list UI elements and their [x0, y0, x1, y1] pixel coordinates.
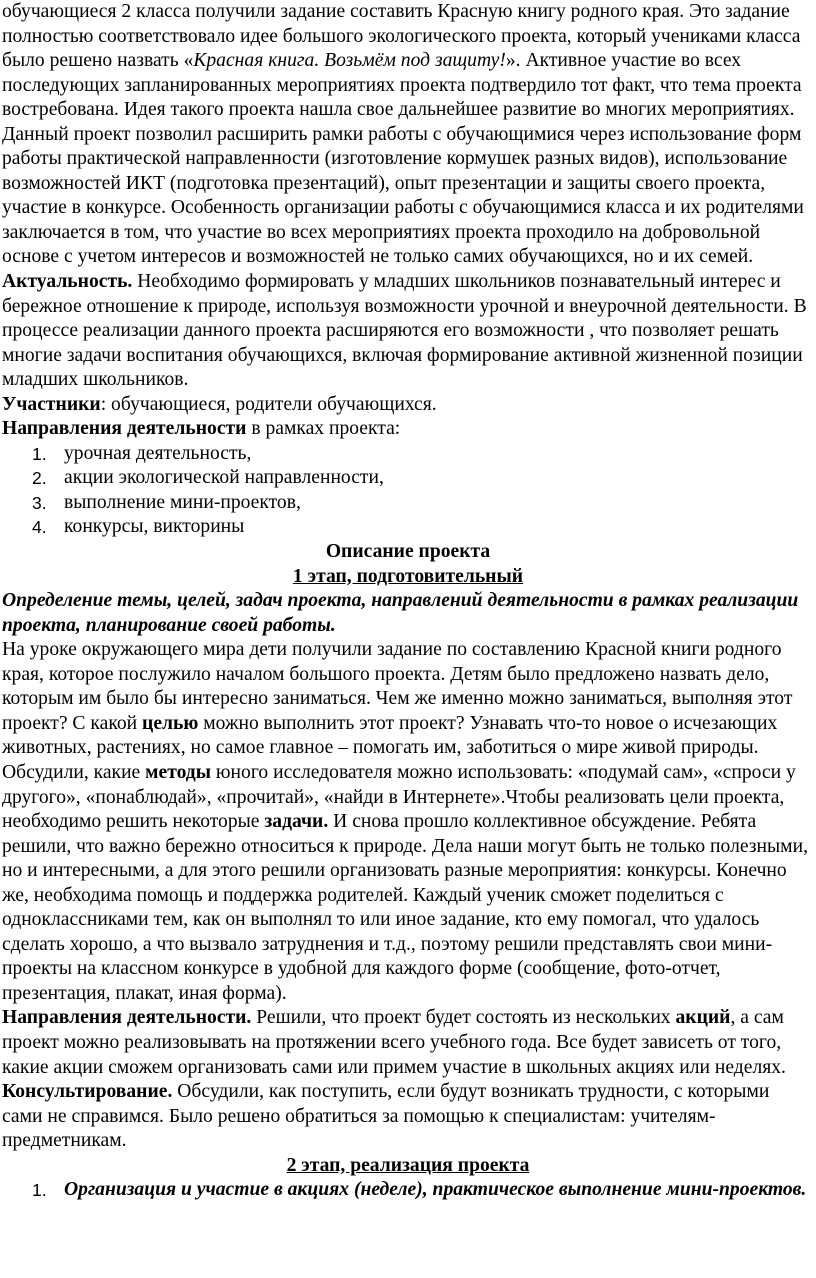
list-item-text: выполнение мини-проектов,: [64, 491, 301, 513]
list-item-number: 1.: [32, 1180, 47, 1201]
list-item-text: Организация и участие в акциях (неделе), практическое выполнение мини-проектов.: [64, 1179, 807, 1201]
participants-text: : обучающиеся, родители обучающихся.: [100, 393, 437, 415]
stage1-text-b: можно выполнить этот проект? Узнавать что-то новое о исчезающих животных, растениях, но самое главное – помогать им, заботиться о мире живой природы. Обсудили, какие: [2, 712, 778, 783]
directions-text: в рамках проекта:: [246, 418, 401, 440]
stage1-text-d: И снова прошло коллективное обсуждение. Ребята решили, что важно бережно относиться к природе. Дела наши могут быть не только полезными, но и интересными, а для этого решили организовать разные мероприятия: конкурсы. Конечно же, необходима помощь и поддержка родителей. Каждый ученик сможет поделиться с одноклассниками тем, как он выполнял то или иное задание, кто ему помогал, что удалось сделать хорошо, а что вызвало затруднения и т.д., поэтому решили представлять свои мини-проекты на классном конкурсе в удобной для каждого форме (сообщение, фото-отчет, презентация, плакат, иная форма).: [2, 811, 808, 1004]
project-name: Красная книга. Возьмём под защиту!: [193, 50, 506, 72]
stage1-paragraph: [2, 638, 814, 1006]
list-item-text: акции экологической направленности,: [64, 467, 384, 489]
stage1-title: 1 этап, подготовительный: [292, 565, 524, 587]
methods-word: методы: [145, 761, 212, 783]
participants-paragraph: [2, 393, 814, 418]
activity-directions-label: Направления деятельности.: [2, 1007, 252, 1029]
consulting-text: Обсудили, как поступить, если будут возникать трудности, с которыми сами не справимся. Было решено обратиться за помощью к специалистам: учителям-предметникам.: [2, 1081, 770, 1152]
list-item-number: 3.: [32, 492, 47, 513]
directions-label: Направления деятельности: [2, 418, 247, 440]
directions-list: [2, 442, 814, 540]
list-item: [2, 491, 814, 516]
actions-word: акций: [675, 1007, 731, 1029]
relevance-text: Необходимо формировать у младших школьников познавательный интерес и бережное отношение к природе, используя возможности урочной и внеурочной деятельности. В процессе реализации данного проекта расширяются его возможности , что позволяет решать многие задачи воспитания обучающихся, включая формирование активной жизненной позиции младших школьников.: [2, 271, 807, 391]
list-item: [2, 515, 814, 540]
stage1-text-a: На уроке окружающего мира дети получили задание по составлению Красной книги родного края, которое послужило началом большого проекта. Детям было предложено назвать дело, которым им было бы интересно заниматься. Чем же именно можно заниматься, выполняя этот проект? С какой: [2, 639, 793, 734]
list-item-text: конкурсы, викторины: [64, 516, 245, 538]
tasks-word: задачи.: [264, 811, 329, 833]
intro-paragraph: [2, 0, 814, 270]
relevance-paragraph: [2, 270, 814, 393]
goal-word: целью: [142, 712, 199, 734]
stage2-list: [2, 1178, 814, 1203]
activity-directions-paragraph: [2, 1006, 814, 1080]
stage1-subtitle: Определение темы, целей, задач проекта, направлений деятельности в рамках реализации проекта, планирование своей работы.: [2, 590, 799, 636]
consulting-paragraph: [2, 1080, 814, 1154]
list-item: [2, 466, 814, 491]
activity-directions-text-a: Решили, что проект будет состоять из нескольких: [251, 1007, 676, 1029]
stage2-title: 2 этап, реализация проекта: [286, 1154, 530, 1176]
directions-paragraph: [2, 417, 814, 442]
list-item-text: урочная деятельность,: [64, 442, 252, 464]
relevance-label: Актуальность.: [2, 271, 133, 293]
list-item-number: 4.: [32, 517, 47, 538]
stage1-text-c: юного исследователя можно использовать: «подумай сам», «спроси у другого», «понаблюдай», «прочитай», «найди в Интернете».Чтобы реализовать цели проекта, необходимо решить некоторые: [2, 761, 796, 833]
intro-text-2: ». Активное участие во всех последующих запланированных мероприятиях проекта подтвердило тот факт, что тема проекта востребована. Идея такого проекта нашла свое дальнейшее развитие во многих мероприятиях. Данный проект позволил расширить рамки работы с обучающимися через использование форм работы практической направленности (изготовление кормушек разных видов), использование возможностей ИКТ (подготовка презентаций), опыт презентации и защиты своего проекта, участие в конкурсе. Особенность организации работы с обучающимися класса и их родителями заключается в том, что участие во всех мероприятиях проекта проходило на добровольной основе с учетом интересов и возможностей не только самих обучающихся, но и их семей.: [2, 50, 804, 268]
list-item: [2, 1178, 814, 1203]
list-item: [2, 442, 814, 467]
participants-label: Участники: [2, 393, 101, 415]
list-item-number: 1.: [32, 443, 47, 464]
description-title: Описание проекта: [325, 541, 491, 563]
activity-directions-text-b: , а сам проект можно реализовывать на протяжении всего учебного года. Все будет зависеть от того, какие акции сможем организовать сами или примем участие в школьных акциях или неделях.: [2, 1007, 786, 1078]
intro-text-1: обучающиеся 2 класса получили задание составить Красную книгу родного края. Это задание полностью соответствовало идее большого экологического проекта, который учениками класса было решено назвать «: [2, 1, 801, 72]
list-item-number: 2.: [32, 468, 47, 489]
consulting-label: Консультирование.: [2, 1081, 173, 1103]
